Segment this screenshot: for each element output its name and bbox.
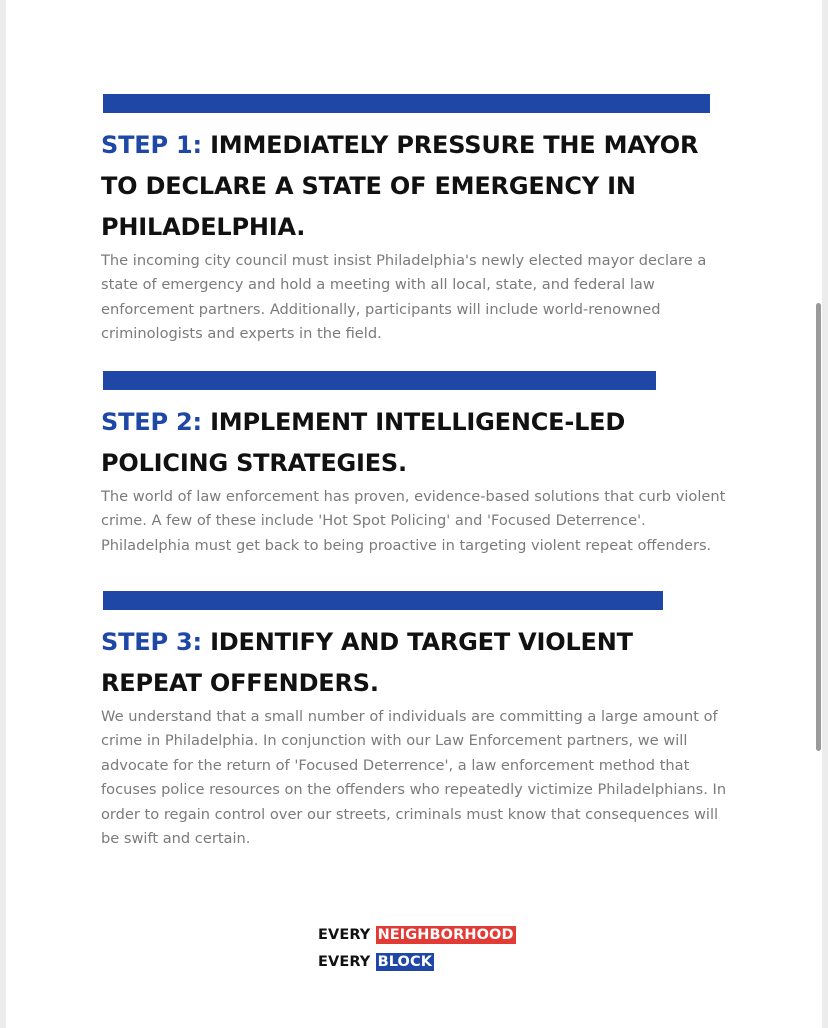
- document-page: [6, 0, 822, 1028]
- step-1-heading: [101, 125, 741, 248]
- logo-line-2: [318, 950, 516, 977]
- step-1-body: The incoming city council must insist Philadelphia's newly elected mayor declare a state of emergency and hold a meeting with all local, state, and federal law enforcement partners. Additionally, participants will include world-renowned criminologists and experts in the field.: [101, 252, 707, 343]
- step-3-label: STEP 3:: [101, 628, 202, 656]
- logo-line-1: [318, 923, 516, 950]
- campaign-logo: [318, 923, 516, 977]
- logo-line-2-prefix: EVERY: [318, 954, 371, 970]
- logo-line-1-prefix: EVERY: [318, 927, 371, 943]
- step-3-divider-bar: [103, 591, 663, 610]
- step-3-body: We understand that a small number of individuals are committing a large amount of crime in Philadelphia. In conjunction with our Law Enforcement partners, we will advocate for the return of 'Focused Deterrence', a law enforcement method that focuses police resources on the offenders who repeatedly victimize Philadelphians. In order to regain control over our streets, criminals must know that consequences will be swift and certain.: [101, 708, 727, 848]
- step-2-label: STEP 2:: [101, 408, 202, 436]
- step-2-heading: [101, 402, 741, 484]
- step-3-title: IDENTIFY AND TARGET VIOLENT REPEAT OFFENDERS.: [101, 628, 633, 697]
- vertical-scrollbar-thumb[interactable]: [816, 303, 821, 751]
- step-3-heading: [101, 622, 741, 704]
- step-1-label: STEP 1:: [101, 131, 202, 159]
- step-2-divider-bar: [103, 371, 656, 390]
- step-1-title: IMMEDIATELY PRESSURE THE MAYOR TO DECLARE A STATE OF EMERGENCY IN PHILADELPHIA.: [101, 131, 699, 241]
- step-2-body: The world of law enforcement has proven, evidence-based solutions that curb violent crime. A few of these include 'Hot Spot Policing' and 'Focused Deterrence'. Philadelphia must get back to being proactive in targeting violent repeat offenders.: [101, 488, 726, 554]
- step-2-title: IMPLEMENT INTELLIGENCE-LED POLICING STRATEGIES.: [101, 408, 626, 477]
- logo-neighborhood-highlight: NEIGHBORHOOD: [377, 927, 514, 943]
- step-1-divider-bar: [103, 94, 710, 113]
- logo-block-highlight: BLOCK: [377, 954, 433, 970]
